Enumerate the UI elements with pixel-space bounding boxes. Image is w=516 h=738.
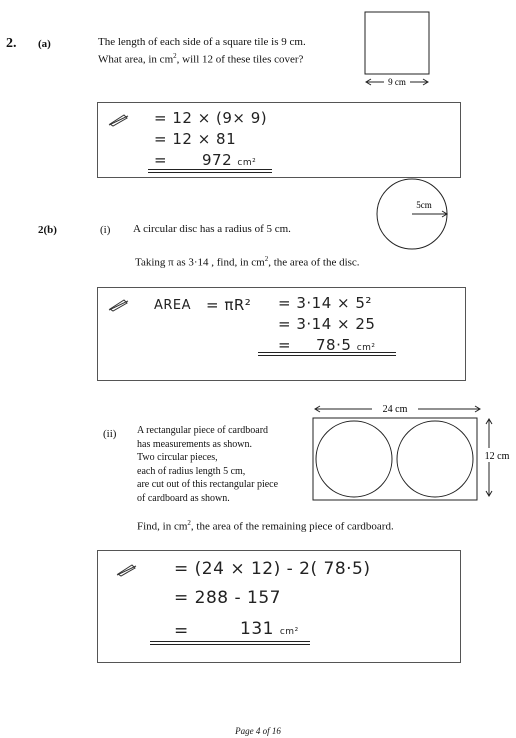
- part-a-line2: What area, in $cm^2$, will 12 of these tiles cover?: [98, 52, 304, 66]
- part-bii-text: [137, 424, 317, 505]
- pencil-icon: [108, 113, 130, 127]
- area-word: AREA: [154, 298, 192, 313]
- part-bii-label: (ii): [103, 428, 117, 440]
- answer-bi-line3-eq: =: [278, 336, 292, 354]
- answer-bii-line2: = 288 - 157: [174, 588, 281, 608]
- part-a-label: (a): [38, 38, 51, 50]
- disc-diagram: [372, 176, 458, 256]
- answer-bi-line1: = 3·14 × 5²: [278, 294, 372, 312]
- width-label: 24 cm: [382, 404, 408, 415]
- answer-a-line3-eq: =: [154, 151, 168, 169]
- pencil-icon: [108, 298, 130, 312]
- part-bii-line: Two circular pieces,: [137, 452, 218, 463]
- underline: [148, 172, 272, 173]
- page-footer: Page 4 of 16: [235, 726, 281, 736]
- square-tile-diagram: [360, 10, 440, 90]
- answer-box-a[interactable]: [97, 102, 461, 178]
- answer-bi-result: 78·5 cm²: [316, 336, 376, 354]
- answer-bii-line1: = (24 × 12) - 2( 78·5): [174, 559, 371, 579]
- part-bii-line: A rectangular piece of cardboard: [137, 425, 269, 436]
- answer-box-bi[interactable]: [97, 287, 466, 381]
- answer-box-bii[interactable]: [97, 550, 461, 663]
- underline: [258, 355, 396, 356]
- part-bii-find: Find, in $cm^2$, the area of the remaining piece of cardboard.: [137, 519, 394, 533]
- part-bii-line: are cut out of this rectangular piece: [137, 479, 279, 490]
- answer-bii-line3-eq: =: [174, 621, 189, 641]
- underline: [150, 641, 310, 642]
- cardboard-diagram: [310, 398, 516, 508]
- question-number: 2.: [6, 36, 17, 51]
- height-label: 12 cm: [484, 451, 510, 462]
- answer-a-result: 972 cm²: [202, 151, 257, 169]
- part-bii-line: has measurements as shown.: [137, 438, 252, 450]
- area-formula: = πR²: [206, 296, 252, 314]
- part-b-label: 2(b): [38, 224, 57, 236]
- part-bi-line2: Taking π as 3·14 , find, in $cm^2$, the area of the disc.: [135, 255, 360, 269]
- answer-bii-result: 131 cm²: [240, 619, 299, 639]
- radius-label: 5cm: [416, 200, 432, 210]
- part-bi-label: (i): [100, 224, 111, 236]
- underline: [148, 169, 272, 170]
- part-bii-line: each of radius length 5 cm,: [137, 465, 246, 477]
- underline: [150, 644, 310, 645]
- part-bi-line1: A circular disc has a radius of 5 cm.: [133, 223, 291, 235]
- square-side-label: 9 cm: [388, 77, 406, 87]
- answer-a-line2: = 12 × 81: [154, 130, 237, 148]
- part-a-line1: The length of each side of a square tile is 9 cm.: [98, 36, 306, 48]
- answer-bi-line2: = 3·14 × 25: [278, 315, 376, 333]
- part-a-text: [98, 35, 348, 67]
- underline: [258, 352, 396, 353]
- pencil-icon: [116, 563, 138, 577]
- part-bii-line: of cardboard as shown.: [137, 492, 230, 504]
- answer-a-line1: = 12 × (9× 9): [154, 109, 268, 127]
